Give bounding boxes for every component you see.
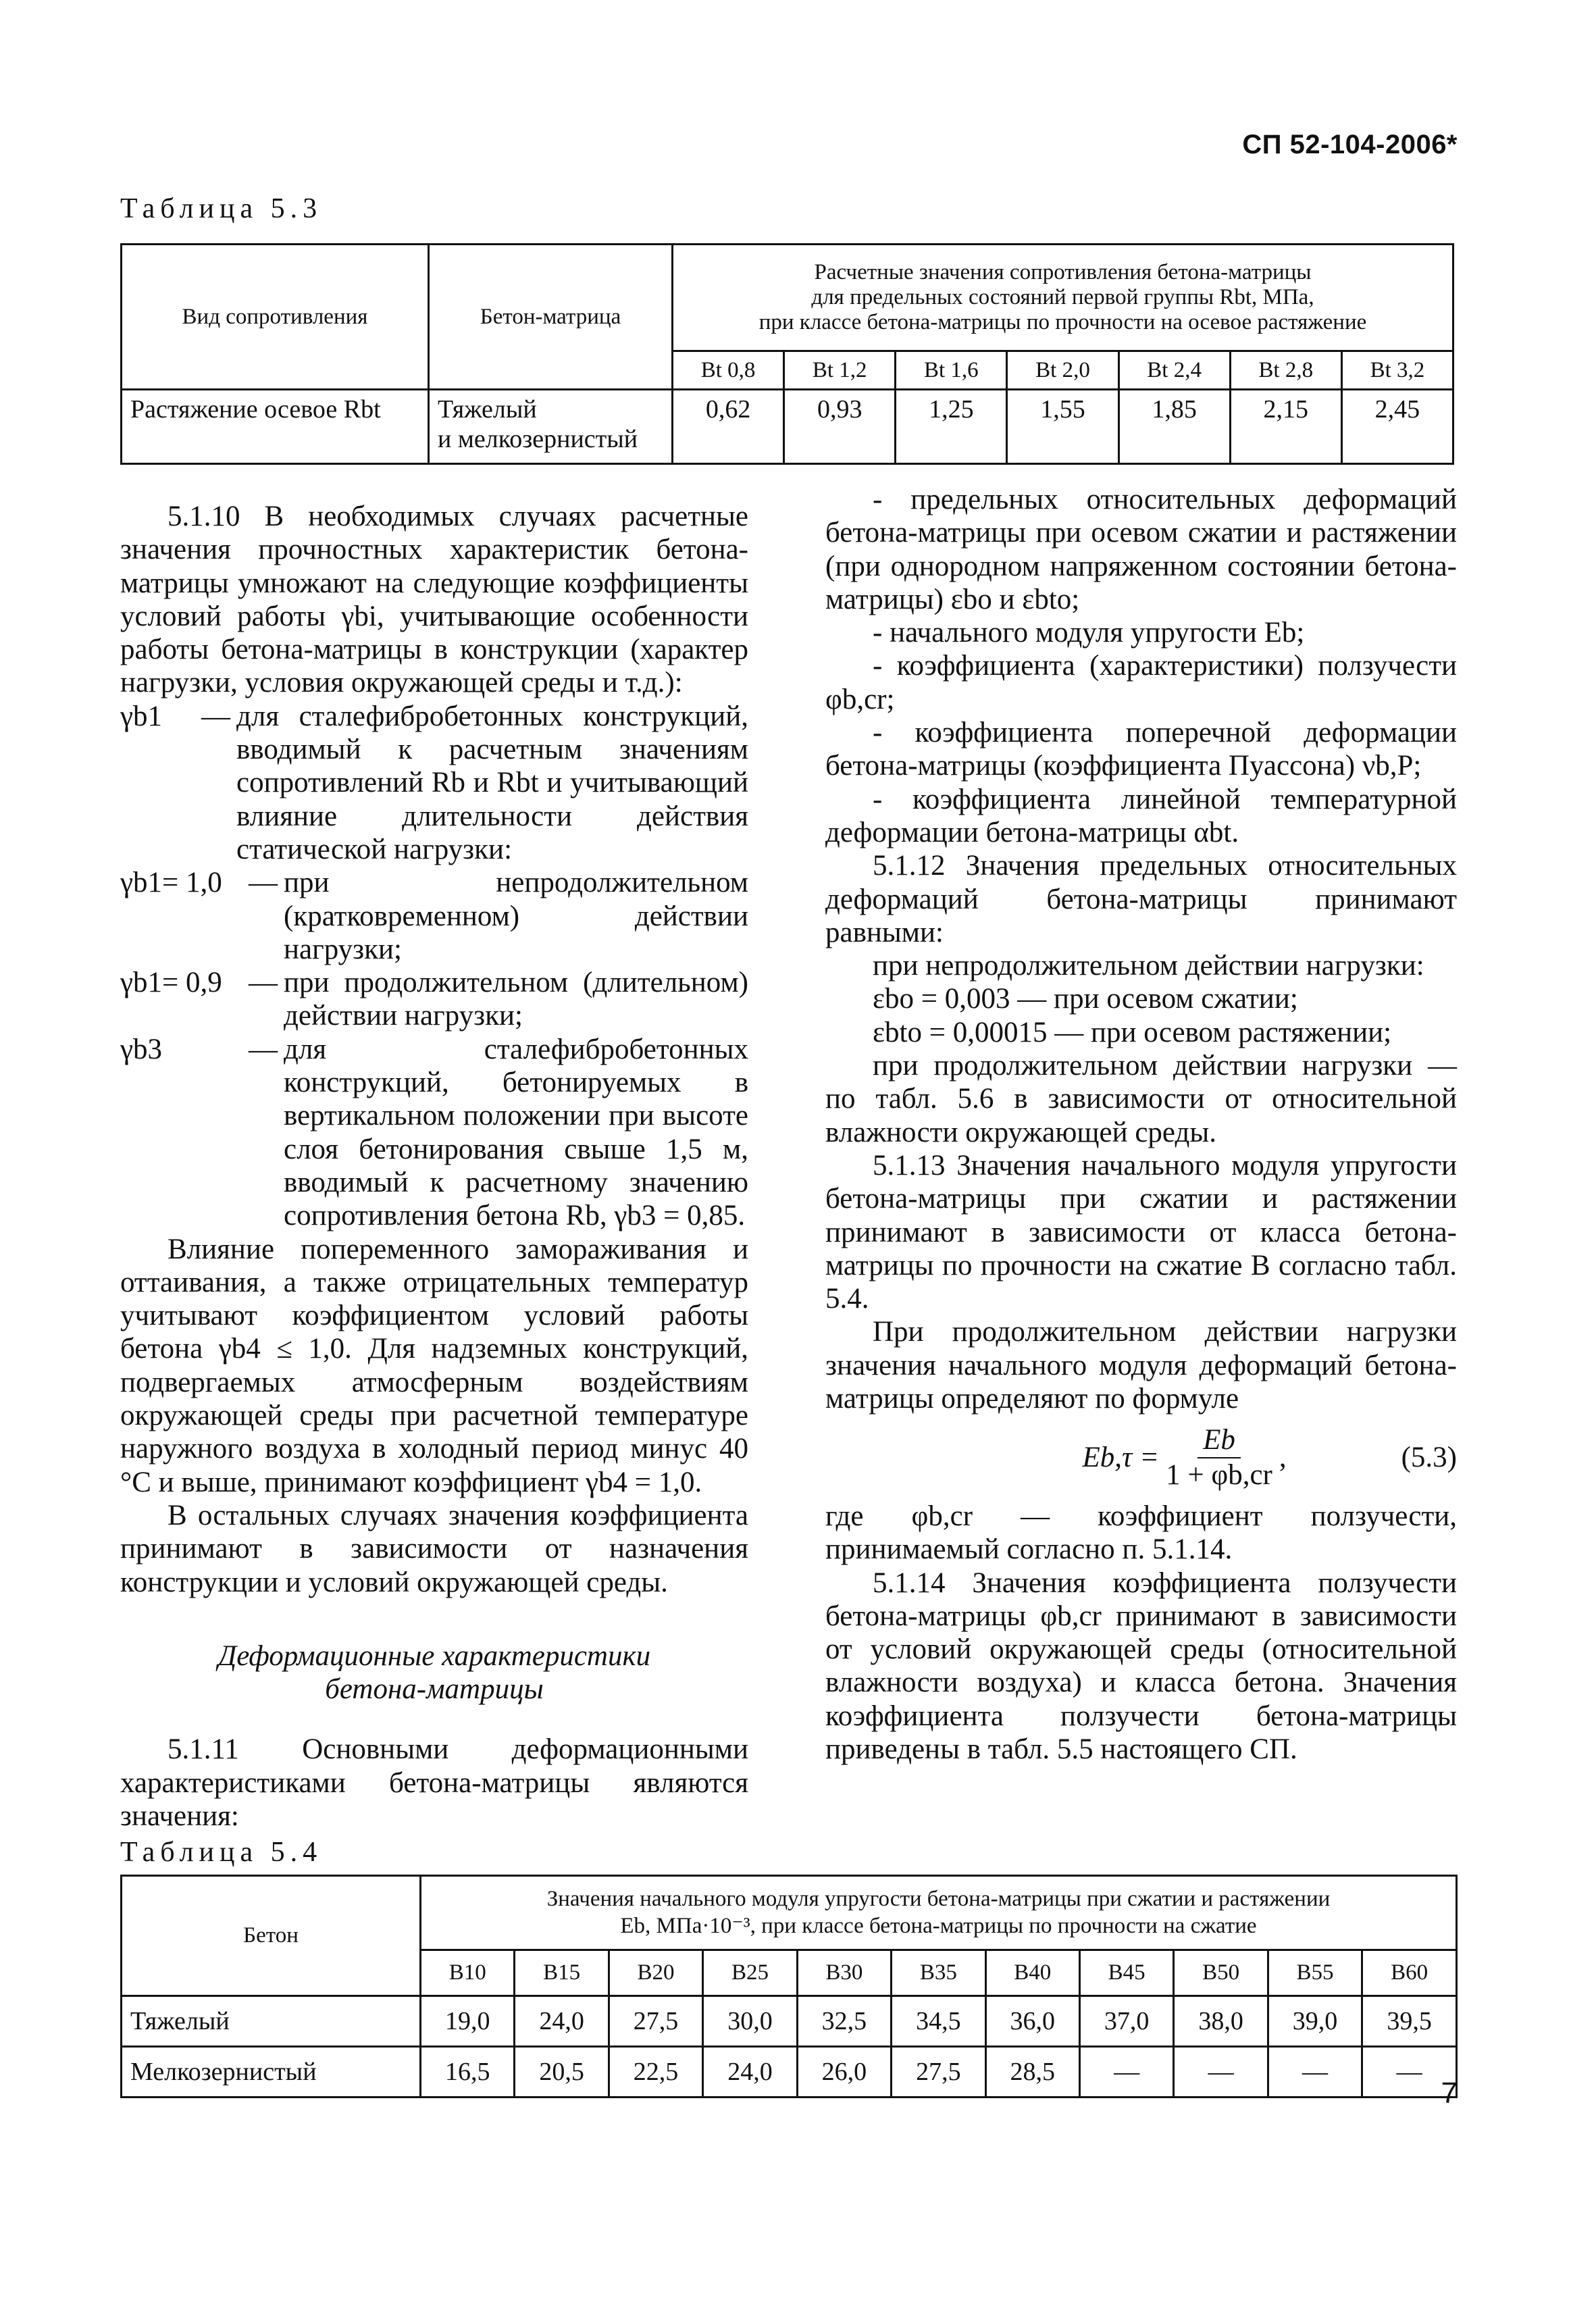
t3-col-resistance: Вид сопротивления [122, 245, 429, 390]
t4-value: 27,5 [609, 1996, 702, 2047]
t3-value: 1,25 [896, 390, 1007, 464]
t3-class-header: Bt 1,6 [896, 351, 1007, 390]
left-column [120, 500, 748, 1833]
t4-value: 24,0 [515, 1996, 609, 2047]
t3-value: 0,62 [673, 390, 784, 464]
t3-col-matrix: Бетон-матрица [429, 245, 673, 390]
t4-values-header: Значения начального модуля упругости бетона-матрицы при сжатии и растяжении Eb, МПа·10⁻³, при классе бетона-матрицы по прочности на сжатие [421, 1876, 1457, 1950]
gamma-b1-long-item: γb1= 0,9 — при продолжительном (длительном) действии нагрузки; [120, 967, 748, 1032]
gamma-b3-item: γb3 — для сталефибробетонных конструкций, бетонируемых в вертикальном положении при высоте слоя бетонирования свыше 1,5 м, вводимый к расчетному значению сопротивления бетона Rb, γb3 = 0,85. [120, 1033, 748, 1232]
para-5-1-13: 5.1.13 Значения начального модуля упругости бетона-матрицы при сжатии и растяжении принимают в зависимости от класса бетона-матрицы по прочности на сжатие B согласно табл. 5.4. [825, 1149, 1457, 1315]
formula-where: где φb,cr — коэффициент ползучести, принимаемый согласно п. 5.1.14. [825, 1500, 1457, 1566]
t4-class-header: B20 [609, 1950, 702, 1996]
page-number: 7 [1441, 2077, 1458, 2110]
t4-value: — [1362, 2047, 1457, 2098]
formula-5-3: Eb,τ = $\frac{Eb}{1 + \varphi b,cr}$ , (5.3) [1082, 1424, 1457, 1491]
para-other-cases: В остальных случаях значения коэффициента принимают в зависимости от назначения конструкции и условий окружающей среды. [120, 1499, 748, 1598]
para-5-1-12: 5.1.12 Значения предельных относительных деформаций бетона-матрицы принимают равными: [825, 850, 1457, 948]
t4-value: 30,0 [703, 1996, 797, 2047]
t3-value: 2,45 [1341, 390, 1453, 464]
gamma-b1-item: γb1 — для сталефибробетонных конструкций, вводимый к расчетным значениям сопротивлений Rb и Rbt и учитывающий влияние длительности действия статической нагрузки: [120, 700, 748, 865]
para-5-1-14: 5.1.14 Значения коэффициента ползучести бетона-матрицы φb,cr принимают в зависимости от условий окружающей среды (относительной влажности воздуха) и класса бетона. Значения коэффициента ползучести бетона-матрицы приведены в табл. 5.5 настоящего СП. [825, 1567, 1457, 1765]
t4-class-header: B35 [892, 1950, 985, 1996]
table-5-4-caption: Таблица 5.4 [120, 1837, 323, 1868]
short-load-text: при непродолжительном действии нагрузки: [873, 950, 1424, 982]
t4-value: 22,5 [609, 2047, 702, 2098]
t3-row-concrete: Тяжелый и мелкозернистый [429, 390, 673, 464]
t4-class-header: B30 [797, 1950, 891, 1996]
t3-class-header: Bt 2,4 [1118, 351, 1230, 390]
t3-value: 1,85 [1118, 390, 1230, 464]
t4-value: 39,0 [1268, 1996, 1362, 2047]
t4-class-header: B15 [515, 1950, 609, 1996]
para-freezing: Влияние попеременного замораживания и оттаивания, а также отрицательных температур учитывают коэффициентом условий работы бетона γb4 ≤ 1,0. Для надземных конструкций, подвергаемых атмосферным воздействиям окружающей среды при расчетной температуре наружного воздуха в холодный период минус 40 °С и выше, принимают коэффициент γb4 = 1,0. [120, 1233, 748, 1498]
t3-class-header: Bt 0,8 [673, 351, 784, 390]
table-5-4 [120, 1875, 1458, 2098]
t3-class-header: Bt 2,0 [1007, 351, 1118, 390]
t3-value: 2,15 [1230, 390, 1341, 464]
list-item-creep: - коэффициента (характеристики) ползучести φb,cr; [825, 650, 1457, 715]
t4-value: 32,5 [797, 1996, 891, 2047]
table-5-3-caption: Таблица 5.3 [120, 193, 323, 224]
list-item-poisson: - коэффициента поперечной деформации бетона-матрицы (коэффициента Пуассона) νb,P; [825, 717, 1457, 782]
para-long-load-formula: При продолжительном действии нагрузки значения начального модуля деформаций бетона-матрицы определяют по формуле [825, 1316, 1457, 1415]
t4-row-label: Мелкозернистый [122, 2047, 421, 2098]
t3-row-label: Растяжение осевое Rbt [122, 390, 429, 464]
gamma-b1-short-item: γb1= 1,0 — при непродолжительном (кратковременном) действии нагрузки; [120, 867, 748, 965]
document-code: СП 52-104-2006* [1242, 130, 1458, 159]
t4-class-header: B10 [421, 1950, 515, 1996]
subheading-deformation: Деформационные характеристики бетона-матрицы [217, 1640, 651, 1706]
t4-value: 24,0 [703, 2047, 797, 2098]
t4-value: — [1174, 2047, 1268, 2098]
t4-value: 16,5 [421, 2047, 515, 2098]
t4-value: 19,0 [421, 1996, 515, 2047]
t4-value: — [1079, 2047, 1173, 2098]
t4-class-header: B55 [1268, 1950, 1362, 1996]
t4-class-header: B25 [703, 1950, 797, 1996]
t4-value: 36,0 [985, 1996, 1079, 2047]
t4-value: 34,5 [892, 1996, 985, 2047]
para-5-1-10: 5.1.10 В необходимых случаях расчетные значения прочностных характеристик бетона-матрицы умножают на следующие коэффициенты условий работы γbi, учитывающие особенности работы бетона-матрицы в конструкции (характер нагрузки, условия окружающей среды и т.д.): [120, 501, 748, 699]
list-item-thermal: - коэффициента линейной температурной деформации бетона-матрицы αbt. [825, 783, 1457, 848]
t4-value: — [1268, 2047, 1362, 2098]
t4-value: 27,5 [892, 2047, 985, 2098]
t4-value: 37,0 [1079, 1996, 1173, 2047]
t3-col-values-header: Расчетные значения сопротивления бетона-матрицы для предельных состояний первой группы Rbt, МПа, при классе бетона-матрицы по прочности на осевое растяжение [673, 245, 1453, 351]
t4-class-header: B45 [1079, 1950, 1173, 1996]
t3-class-header: Bt 2,8 [1230, 351, 1341, 390]
t3-value: 0,93 [784, 390, 896, 464]
t4-value: 39,5 [1362, 1996, 1457, 2047]
para-5-1-11: 5.1.11 Основными деформационными характеристиками бетона-матрицы являются значения: [120, 1733, 748, 1832]
eps-compression: εbo = 0,003 — при осевом сжатии; [873, 983, 1298, 1015]
t4-class-header: B40 [985, 1950, 1079, 1996]
t4-class-header: B50 [1174, 1950, 1268, 1996]
t4-row-label: Тяжелый [122, 1996, 421, 2047]
t4-col-concrete: Бетон [122, 1876, 421, 1996]
t4-class-header: B60 [1362, 1950, 1457, 1996]
list-item-limit-strains: - предельных относительных деформаций бетона-матрицы при осевом сжатии и растяжении (при однородном напряженном состоянии бетона-матрицы) εbo и εbto; [825, 484, 1457, 615]
t4-value: 26,0 [797, 2047, 891, 2098]
t4-value: 28,5 [985, 2047, 1079, 2098]
t3-value: 1,55 [1007, 390, 1118, 464]
t4-value: 20,5 [515, 2047, 609, 2098]
long-load-text: при продолжительном действии нагрузки — по табл. 5.6 в зависимости от относительной влажности окружающей среды. [825, 1050, 1457, 1148]
t3-class-header: Bt 1,2 [784, 351, 896, 390]
t3-class-header: Bt 3,2 [1341, 351, 1453, 390]
table-5-3 [120, 243, 1454, 465]
right-column [825, 483, 1457, 1766]
t4-value: 38,0 [1174, 1996, 1268, 2047]
eps-tension: εbto = 0,00015 — при осевом растяжении; [873, 1016, 1392, 1048]
list-item-modulus: - начального модуля упругости Eb; [873, 617, 1305, 649]
